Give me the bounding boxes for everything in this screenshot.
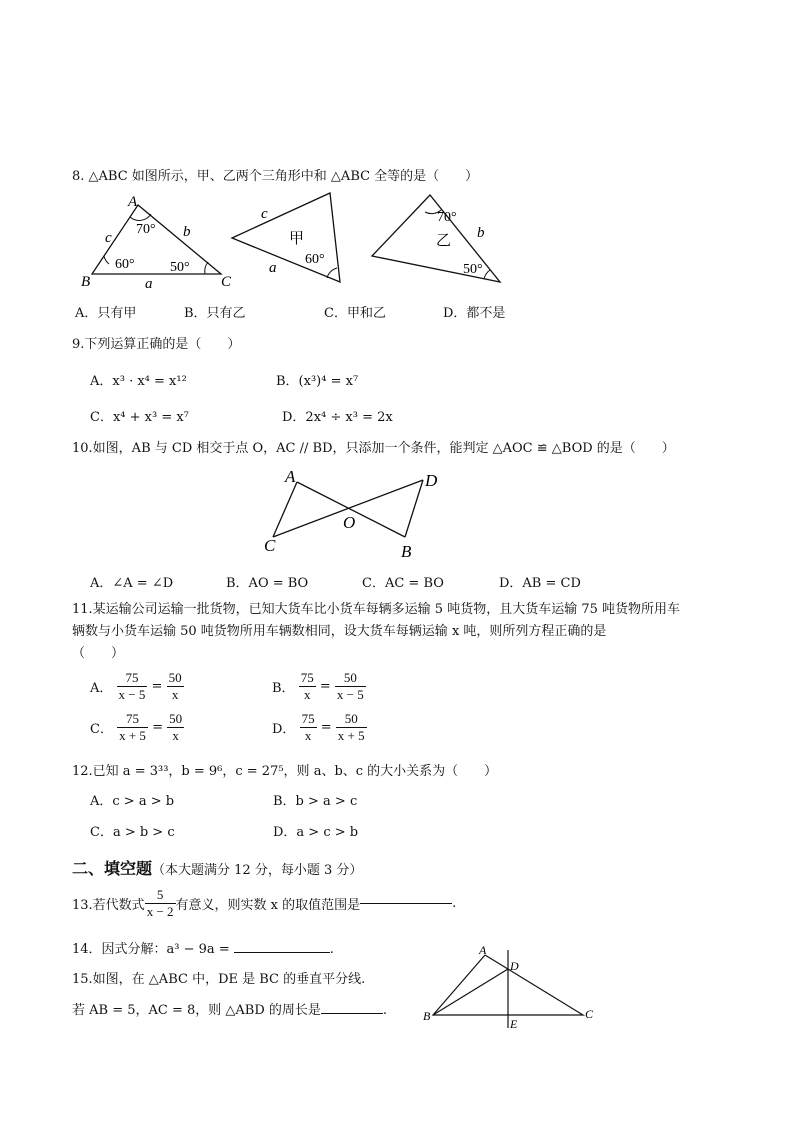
q11-d-eq: = (320, 720, 332, 735)
q11-d-lden: x (304, 728, 312, 743)
q10-label-A: A (285, 467, 296, 486)
q13-num: 5 (145, 888, 176, 904)
q12-stem: 12.已知 a = 3³³，b = 9⁶，c = 27⁵，则 a、b、c 的大小关系为（ ） (72, 764, 498, 779)
q11-d-rnum: 50 (336, 712, 367, 728)
q15-figure (415, 940, 605, 1035)
q11-option-c (90, 712, 184, 743)
q11-c-lden: x + 5 (119, 728, 146, 743)
q11-stem-line3: （ ） (72, 646, 125, 661)
q8-jia-name: 甲 (289, 229, 305, 247)
q8-jia-label-a: a (269, 260, 277, 276)
q15-label-C: C (585, 1007, 594, 1021)
q9-option-b: B．(x³)⁴ = x⁷ (276, 374, 359, 389)
q12-option-b: B．b > a > c (273, 794, 358, 809)
q13-post: 有意义，则实数 x 的取值范围是 (175, 898, 361, 913)
section-title: 二、填空题 (72, 859, 153, 878)
q8-angle-B: 60° (115, 257, 135, 272)
q8-option-a: A．只有甲 (75, 306, 137, 321)
q11-c-rden: x (172, 728, 179, 743)
q11-option-b (272, 671, 366, 702)
q10-label-D: D (425, 471, 438, 490)
q11-b-rden: x − 5 (336, 687, 364, 702)
q13-end: . (452, 896, 457, 911)
q12-option-a: A．c > a > b (90, 794, 175, 809)
q10-label-B: B (401, 542, 412, 561)
q13-answer-blank[interactable] (360, 903, 452, 904)
section-note: （本大题满分 12 分，每小题 3 分） (152, 863, 363, 878)
q11-d-rden: x + 5 (337, 728, 365, 743)
q8-label-B: B (81, 274, 91, 290)
q12-option-c: C．a > b > c (90, 825, 175, 840)
q13-den: x − 2 (146, 904, 174, 919)
q8-yi-angle-top: 70° (437, 210, 457, 225)
q14 (72, 938, 334, 957)
q8-figure (75, 190, 515, 295)
q8-yi-name: 乙 (436, 231, 452, 249)
q10-option-c: C．AC = BO (362, 576, 444, 591)
q11-a-rnum: 50 (168, 670, 182, 685)
q11-option-d-label: D． (272, 722, 296, 737)
q15-label-E: E (510, 1017, 518, 1031)
q11-c-eq: = (152, 720, 163, 735)
q8-yi-label-b: b (477, 225, 485, 241)
q8-label-c: c (105, 230, 112, 246)
q15-line1: 15.如图，在 △ABC 中，DE 是 BC 的垂直平分线. (72, 972, 366, 987)
q8-angle-A: 70° (136, 222, 156, 237)
q11-d-lnum: 75 (301, 711, 315, 726)
q11-option-a-label: A． (90, 681, 113, 696)
q8-option-d: D．都不是 (443, 306, 506, 321)
q8-jia-angle: 60° (305, 252, 325, 267)
q15-line2 (72, 999, 387, 1018)
q11-option-b-label: B． (272, 681, 295, 696)
q9-stem: 9.下列运算正确的是（ ） (72, 337, 241, 352)
q8-label-C: C (221, 274, 232, 290)
q15-label-D: D (510, 959, 519, 973)
q8-angle-C: 50° (170, 260, 190, 275)
section-header (72, 856, 362, 879)
q11-a-rden: x (171, 687, 179, 702)
q11-a-lnum: 75 (117, 671, 148, 687)
q12-option-d: D．a > c > b (273, 825, 359, 840)
q8-stem: 8. △ABC 如图所示，甲、乙两个三角形中和 △ABC 全等的是（ ） (72, 169, 479, 184)
q11-stem-line1: 11.某运输公司运输一批货物，已知大货车比小货车每辆多运输 5 吨货物，且大货车运输 75 吨货物所用车 (72, 602, 681, 617)
q11-b-eq: = (319, 679, 331, 694)
q13-pre: 13.若代数式 (72, 898, 145, 913)
q9-option-c: C．x⁴ + x³ = x⁷ (90, 410, 189, 425)
q15-answer-blank[interactable] (321, 1013, 383, 1014)
q8-option-c: C．甲和乙 (324, 306, 386, 321)
q14-answer-blank[interactable] (234, 952, 330, 953)
q8-option-b: B．只有乙 (184, 306, 246, 321)
q8-label-a: a (145, 276, 153, 292)
q8-jia-label-c: c (261, 206, 268, 222)
q11-b-rnum: 50 (335, 671, 366, 687)
q11-option-c-label: C． (90, 722, 113, 737)
q11-a-lden: x − 5 (118, 687, 146, 702)
q13 (72, 888, 456, 919)
q11-c-lnum: 75 (117, 712, 148, 728)
q10-label-O: O (343, 513, 356, 532)
q8-label-b: b (183, 224, 191, 240)
q10-option-d: D．AB = CD (499, 576, 581, 591)
q11-a-eq: = (151, 679, 163, 694)
q10-label-C: C (264, 536, 276, 555)
q14-end: . (329, 942, 334, 957)
q8-yi-angle-bottom: 50° (463, 262, 483, 277)
q10-figure (255, 462, 455, 562)
q14-pre: 14．因式分解：a³ − 9a = (72, 942, 230, 957)
q10-option-a: A．∠A = ∠D (90, 576, 174, 591)
q10-option-b: B．AO = BO (226, 576, 309, 591)
q9-option-d: D．2x⁴ ÷ x³ = 2x (282, 410, 393, 425)
q15-label-A: A (479, 943, 487, 957)
q11-stem-line2: 辆数与小货车运输 50 吨货物所用车辆数相同，设大货车每辆运输 x 吨，则所列方程正确的是 (72, 624, 607, 639)
q11-option-a (90, 671, 184, 702)
q11-b-lden: x (303, 687, 311, 702)
q10-stem: 10.如图，AB 与 CD 相交于点 O，AC // BD，只添加一个条件，能判定 △AOC ≌ △BOD 的是（ ） (72, 441, 675, 456)
q15-line2-text: 若 AB = 5，AC = 8，则 △ABD 的周长是 (72, 1003, 321, 1018)
q8-label-A: A (128, 194, 138, 210)
q15-label-B: B (423, 1009, 431, 1023)
q11-option-d (272, 712, 367, 743)
q11-c-rnum: 50 (169, 711, 183, 726)
q9-option-a: A．x³ · x⁴ = x¹² (90, 374, 187, 389)
q15-end: . (382, 1003, 388, 1018)
q11-b-lnum: 75 (300, 670, 314, 685)
